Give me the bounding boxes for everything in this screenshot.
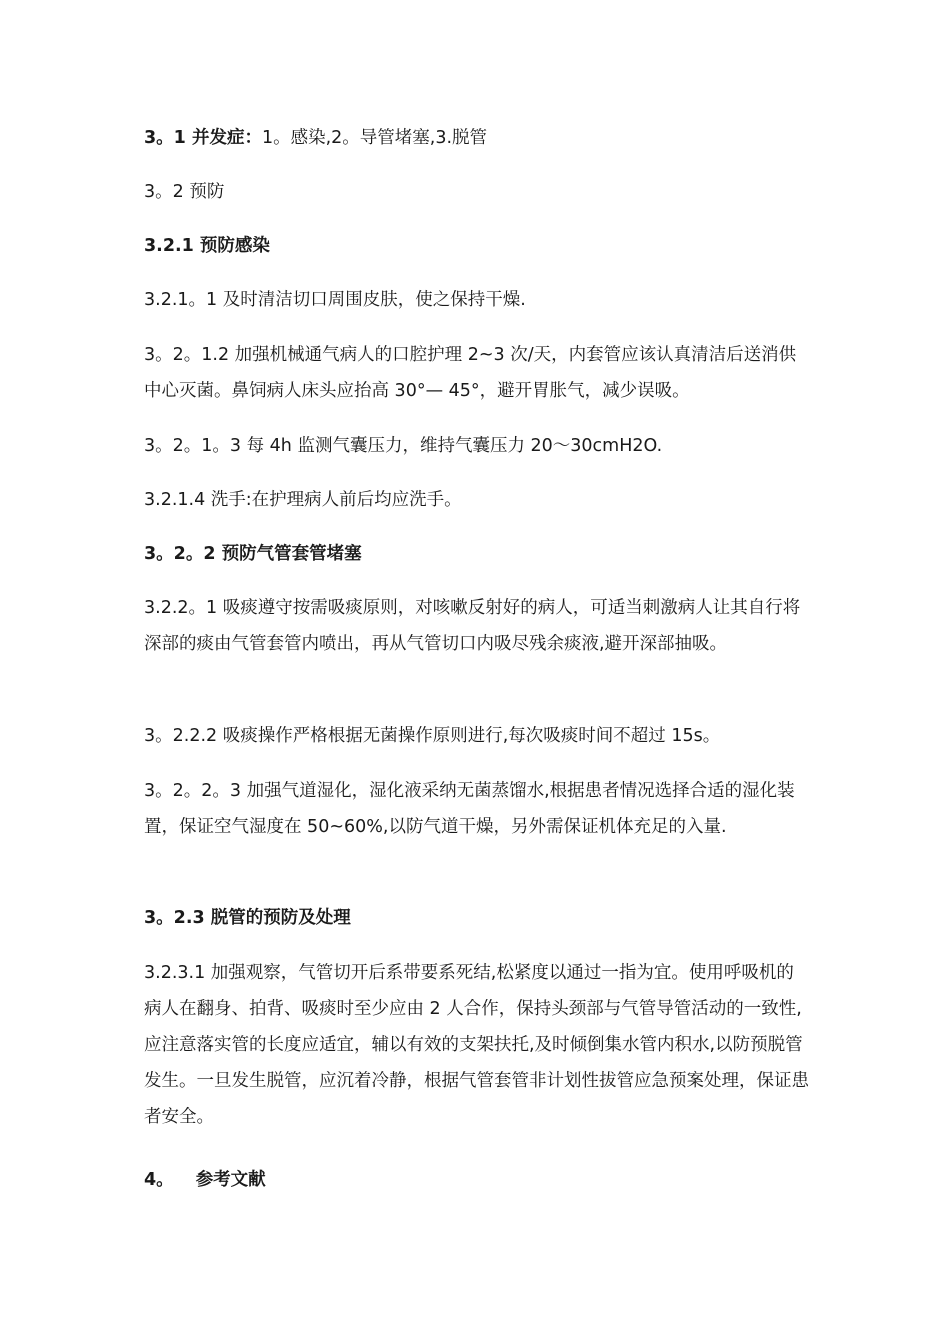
complications-line [144, 120, 809, 156]
complications-heading: 3。1 并发症： [144, 128, 262, 148]
references-number: 4。 [144, 1170, 174, 1190]
dislodgement-heading: 3。2.3 脱管的预防及处理 [144, 908, 351, 928]
infection-paragraph-2: 3。2。1.2 加强机械通气病人的口腔护理 2~3 次/天，内套管应该认真清洁后送消供中心灭菌。鼻饲病人床头应抬高 30°— 45°，避开胃胀气，减少误吸。 [144, 345, 797, 401]
dislodgement-paragraph-1: 3.2.3.1 加强观察，气管切开后系带要系死结,松紧度以通过一指为宜。使用呼吸机的病人在翻身、拍背、吸痰时至少应由 2 人合作，保持头颈部与气管导管活动的一致性,应注意落实管的长度应适宜，辅以有效的支架扶托,及时倾倒集水管内积水,以防预脱管发生。一旦发生脱管，应沉着冷静，根据气管套管非计划性拔管应急预案处理，保证患者安全。 [144, 963, 809, 1127]
blockage-heading: 3。2。2 预防气管套管堵塞 [144, 544, 362, 564]
references-heading-line [144, 1162, 809, 1198]
infection-paragraph-1: 3.2.1。1 及时清洁切口周围皮肤，使之保持干燥. [144, 290, 526, 310]
infection-paragraph-4: 3.2.1.4 洗手:在护理病人前后均应洗手。 [144, 490, 462, 510]
prevention-heading: 3。2 预防 [144, 182, 225, 202]
blockage-paragraph-2: 3。2.2.2 吸痰操作严格根据无菌操作原则进行,每次吸痰时间不超过 15s。 [144, 726, 721, 746]
complications-items: 1。感染,2。导管堵塞,3.脱管 [261, 128, 488, 148]
blockage-paragraph-1: 3.2.2。1 吸痰遵守按需吸痰原则，对咳嗽反射好的病人，可适当刺激病人让其自行将深部的痰由气管套管内喷出，再从气管切口内吸尽残余痰液,避开深部抽吸。 [144, 598, 801, 654]
infection-heading: 3.2.1 预防感染 [144, 236, 270, 256]
references-heading: 参考文献 [195, 1170, 266, 1190]
infection-paragraph-3: 3。2。1。3 每 4h 监测气囊压力，维持气囊压力 20～30cmH2O. [144, 436, 663, 456]
blockage-paragraph-3: 3。2。2。3 加强气道湿化，湿化液采纳无菌蒸馏水,根据患者情况选择合适的湿化装置，保证空气湿度在 50~60%,以防气道干燥，另外需保证机体充足的入量. [144, 781, 795, 837]
